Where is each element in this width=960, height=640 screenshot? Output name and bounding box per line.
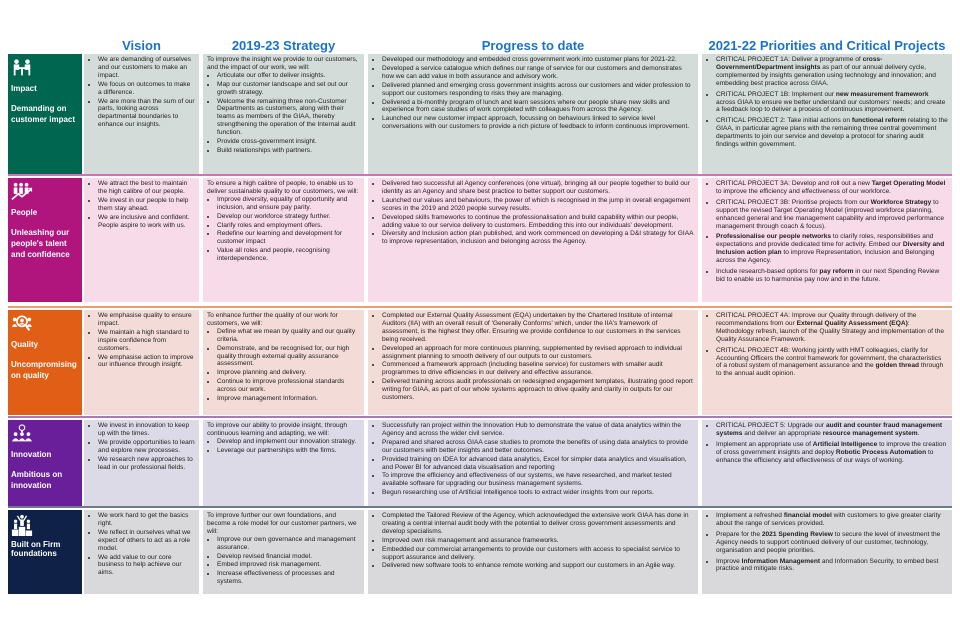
strategy-item: • Build relationships with partners. xyxy=(217,147,360,155)
progress-item: • Successfully ran project within the Innovation Hub to demonstrate the value of data analytics within the Agency and across the wider civil service. xyxy=(382,422,694,438)
priority-text: to secure the level of investment the Agency needs to support continued delivery of our customer, technology, organisation and people priorities. xyxy=(716,530,941,554)
priority-text: and deliver an appropriate xyxy=(742,429,823,437)
theme-name: Quality xyxy=(11,340,39,349)
priorities-cell xyxy=(702,310,952,415)
priority-text: Implement an appropriate use of xyxy=(716,440,813,448)
priority-item xyxy=(716,180,948,196)
strategy-item: • Improve diversity, equality of opportunity and inclusion, and ensure pay parity. xyxy=(217,196,360,212)
strategy-item: • Improve planning and delivery. xyxy=(217,369,360,377)
priority-text: and Information Security, to embed best practice and mitigate risks. xyxy=(716,557,939,573)
priority-item xyxy=(716,117,948,149)
vision-cell xyxy=(84,178,199,302)
priority-text: : Methodology refresh, launch of the Quality Strategy and implementation of the Quality Assurance Framework. xyxy=(716,319,944,343)
strategy-intro: To enhance further the quality of our work for customers, we will: xyxy=(207,312,338,327)
priority-text: across GIAA to ensure we better understand our customers' needs; and create a feedback loop to deliver a process of continuous improvement. xyxy=(716,98,946,114)
priority-highlight: Target Operating Model xyxy=(871,180,946,187)
row-divider xyxy=(8,416,952,418)
vision-item: • We are demanding of ourselves and our customers to make an impact. xyxy=(98,56,195,80)
priority-item xyxy=(716,441,948,465)
progress-item: • Provided training on IDEA for advanced data analytics, Excel for simpler data analytics and visualisation, and Power BI for advanced data visualisation and reporting xyxy=(382,456,694,472)
priority-highlight: 2021 Spending Review xyxy=(761,530,833,538)
priority-text: to support the revised Target Operating Model (improved workforce planning, enhanced general and line management capability and improved performance management through coach & focus). xyxy=(716,198,944,230)
priority-highlight: pay reform xyxy=(819,268,854,276)
strategy-cell xyxy=(203,510,364,594)
priority-text: in our next Spending Review bid to enable us to harmonise pay now and in the future. xyxy=(716,268,940,283)
header-vision: Vision xyxy=(122,38,161,53)
progress-item: • Improved own risk management and assurance frameworks. xyxy=(382,537,694,545)
strategy-intro: To improve further our own foundations, and become a role model for our customer partners, we will: xyxy=(207,512,357,535)
strategy-cell xyxy=(203,54,364,174)
vision-item: • We emphasise action to improve our influence through insight. xyxy=(98,354,195,370)
theme-name: Built on Firm foundations xyxy=(11,540,61,558)
row-innovation xyxy=(8,420,952,506)
priority-highlight: External Quality Assessment (EQA) xyxy=(796,319,908,327)
priority-item xyxy=(716,268,948,284)
theme-name: Innovation xyxy=(11,450,52,459)
progress-item: • Developed a service catalogue which defines our range of service for our customers and demonstrates how we can add value in both assurance and advisory work. xyxy=(382,65,694,81)
priority-item xyxy=(716,512,948,528)
theme-tagline: Uncompromising on quality xyxy=(11,360,77,380)
priority-text: CRITICAL PROJECT 1A: Deliver a programme of xyxy=(716,56,863,63)
priority-text: to clarify roles, responsibilities and expectations and provide dedicated time for activity. Embed our xyxy=(716,233,934,249)
row-built-on-firm-foundations xyxy=(8,510,952,594)
progress-item: • Delivered a bi-monthly program of lunch and learn sessions where our people share new skills and experience from case studies of work completed with colleagues from across the Agency. xyxy=(382,99,694,115)
theme-label xyxy=(8,178,82,302)
vision-cell xyxy=(84,54,199,174)
vision-cell xyxy=(84,510,199,594)
row-divider xyxy=(8,306,952,308)
strategy-item: • Redefine our learning and development for customer impact xyxy=(217,230,360,246)
priority-item xyxy=(716,91,948,115)
priority-highlight: Professionalise our people networks xyxy=(716,233,832,241)
priority-text: CRITICAL PROJECT 4B: Working jointly with HMT colleagues, clarify for Accounting Officers the control framework for government, the characteristics of a robust system of management assurance and the xyxy=(716,346,942,370)
strategy-cell xyxy=(203,310,364,415)
progress-item: • Developed skills frameworks to continue the professionalisation and build capability within our people, adding value to our service delivery to customers. Embedding this into our individuals' development. xyxy=(382,214,694,230)
priorities-cell xyxy=(702,54,952,174)
strategy-item: • Continue to improve professional standards across our work. xyxy=(217,378,360,394)
meeting-table-icon xyxy=(11,58,33,78)
theme-label xyxy=(8,510,82,594)
priority-item xyxy=(716,422,948,438)
priority-text: through to the annual audit opinion. xyxy=(716,362,944,378)
vision-item: • We reflect in ourselves what we expect of others to act as a role model. xyxy=(98,529,195,553)
vision-item: • We work hard to get the basics right. xyxy=(98,512,195,528)
priority-text: CRITICAL PROJECT 5: Upgrade our xyxy=(716,422,826,429)
progress-item: • Prepared and shared across GIAA case studies to promote the benefits of using data analytics to provide our customers with better insights and better outcomes. xyxy=(382,439,694,455)
priority-text: to enhance the efficiency and effectiveness of our ways of working. xyxy=(716,448,934,464)
vision-item: • We maintain a high standard to inspire confidence from customers. xyxy=(98,329,195,353)
vision-item: • We add value to our core business to help achieve our aims. xyxy=(98,554,195,578)
priority-text: . xyxy=(917,429,920,437)
strategy-item: • Articulate our offer to deliver insights. xyxy=(217,72,360,80)
strategy-item: • Embed improved risk management. xyxy=(217,561,360,569)
progress-item: • Diversity and Inclusion action plan published, and work commenced on developing a D&I strategy for GIAA to improve representation, inclusion and belonging across the Agency. xyxy=(382,230,694,246)
strategy-item: • Clarify roles and employment offers. xyxy=(217,222,360,230)
priority-item xyxy=(716,56,948,88)
team-idea-icon xyxy=(11,424,33,444)
priority-item xyxy=(716,233,948,265)
priority-text: with customers to give greater clarity about the range of services provided. xyxy=(716,512,941,527)
strategy-item: • Leverage our partnerships with the firms. xyxy=(217,447,360,455)
priority-highlight: functional reform xyxy=(851,117,907,125)
priority-text: Include research-based options for xyxy=(716,268,820,276)
strategy-cell xyxy=(203,178,364,302)
priority-highlight: cross-Government/Department insights xyxy=(716,56,883,71)
progress-item: • Launched our new customer impact approach, focussing on behaviours linked to service level conversations with our customers to provide a rich picture of feedback to inform continuous improvement. xyxy=(382,115,694,131)
row-impact xyxy=(8,54,952,174)
priority-text: Prepare for the xyxy=(716,530,762,538)
priority-item xyxy=(716,199,948,231)
priority-text: Implement a refreshed xyxy=(716,512,784,519)
quality-search-icon xyxy=(11,314,33,334)
priority-text: CRITICAL PROJECT 3B: Prioritise projects from our xyxy=(716,198,871,206)
priority-text: CRITICAL PROJECT 1B: Implement our xyxy=(716,90,836,98)
priority-text: to improve the creation of cross government insights and deploy xyxy=(716,440,947,456)
progress-cell xyxy=(368,54,698,174)
progress-cell xyxy=(368,178,698,302)
vision-item: • We are inclusive and confident. People aspire to work with us. xyxy=(98,214,195,230)
vision-item: • We focus on outcomes to make a difference. xyxy=(98,81,195,97)
priorities-cell xyxy=(702,420,952,506)
priority-highlight: Diversity and Inclusion action plan xyxy=(716,241,945,257)
vision-item: • We invest in our people to help them stay ahead. xyxy=(98,197,195,213)
progress-item: • Delivered two successful all Agency conferences (one virtual), bringing all our people together to build our identity as an Agency and share best practice to better support our customers. xyxy=(382,180,694,196)
priority-text: CRITICAL PROJECT 4A: Improve our Quality through delivery of the recommendations from our xyxy=(716,312,917,327)
theme-tagline: Unleashing our people's talent and confidence xyxy=(11,228,70,259)
priority-highlight: financial model xyxy=(783,512,832,519)
strategy-item: • Develop revised financial model. xyxy=(217,553,360,561)
progress-item: • To improve the efficiency and effectiveness of our systems, we have researched, and market tested available software for upgrading our business management systems. xyxy=(382,472,694,488)
strategy-intro: To improve the insight we provide to our customers, and the impact of our work, we will: xyxy=(207,56,358,71)
row-divider xyxy=(8,174,952,176)
progress-item: • Delivered training across audit professionals on redesigned engagement templates, illustrating good report writing for GIAA, as part of our whole systems approach to drive quality and clarity in outputs for our customers. xyxy=(382,378,694,402)
podium-winners-icon xyxy=(11,514,33,534)
progress-item: • Begun researching use of Artificial Intelligence tools to extract wider insights from our reports. xyxy=(382,489,694,497)
header-progress: Progress to date xyxy=(481,38,585,53)
vision-item: • We emphasise quality to ensure impact. xyxy=(98,312,195,328)
strategy-item: • Value all roles and people, recognising interdependence. xyxy=(217,247,360,263)
vision-item: • We attract the best to maintain the high calibre of our people. xyxy=(98,180,195,196)
progress-item: • Launched our values and behaviours, the power of which is recognised in the jump in overall engagement scores in the 2019 and 2020 people survey results. xyxy=(382,197,694,213)
theme-tagline: Ambitious on innovation xyxy=(11,470,63,490)
theme-name: Impact xyxy=(11,84,37,93)
strategy-intro: To improve our ability to provide insight, through continuous learning and adapting, we will: xyxy=(207,422,348,437)
people-growth-icon xyxy=(11,182,33,202)
priority-item xyxy=(716,558,948,574)
priority-highlight: audit and counter fraud management systems xyxy=(716,422,943,437)
progress-item: • Developed an approach for more continuous planning, supplemented by revised approach to individual assignment planning to smooth delivery of our outputs to our customers. xyxy=(382,345,694,361)
strategy-item: • Define what we mean by quality and our quality criteria. xyxy=(217,328,360,344)
priority-item xyxy=(716,531,948,555)
priorities-cell xyxy=(702,178,952,302)
progress-cell xyxy=(368,310,698,415)
progress-item: • Embedded our commercial arrangements to provide our customers with access to specialist service to support assurance and delivery. xyxy=(382,546,694,562)
theme-label xyxy=(8,54,82,174)
priority-text: as part of our annual delivery cycle, complemented by insights generation using technology and innovation; and embedding best practice across GIAA. xyxy=(716,63,936,87)
priority-highlight: Workforce Strategy xyxy=(870,198,932,206)
vision-item: • We are more than the sum of our parts, looking across departmental boundaries to enhance our insights. xyxy=(98,98,195,130)
row-quality xyxy=(8,310,952,415)
strategy-item: • Welcome the remaining three non-Customer Departments as customers, along with their teams as members of the GIAA, thereby strengthening the operation of the Internal audit function. xyxy=(217,98,360,138)
header-priorities: 2021-22 Priorities and Critical Projects xyxy=(708,38,946,53)
progress-item: • Delivered new software tools to enhance remote working and support our customers in an Agile way. xyxy=(382,562,694,570)
progress-item: • Completed the Tailored Review of the Agency, which acknowledged the extensive work GIAA has done in creating a central internal audit body with the potential to deliver cross government assessments and develop specialisms. xyxy=(382,512,694,536)
strategy-item: • Develop our workforce strategy further. xyxy=(217,213,360,221)
row-people xyxy=(8,178,952,302)
priority-text: relating to the GIAA, in particular agree plans with the remaining three central government departments to join our service and develop a protocol for sharing audit findings within government. xyxy=(716,117,948,149)
strategy-item: • Demonstrate, and be recognised for, our high quality through external quality assurance assessment. xyxy=(217,345,360,369)
strategy-cell xyxy=(203,420,364,506)
priority-highlight: Information Management xyxy=(741,557,821,565)
progress-item: • Delivered planned and emerging cross government insights across our customers and wider profession to support our customers responding to risks they are managing. xyxy=(382,82,694,98)
strategy-item: • Develop and implement our innovation strategy. xyxy=(217,438,360,446)
vision-item: • We research new approaches to lead in our professional fields. xyxy=(98,456,195,472)
progress-cell xyxy=(368,420,698,506)
priority-text: Improve xyxy=(716,557,742,565)
theme-name: People xyxy=(11,208,38,217)
progress-cell xyxy=(368,510,698,594)
priority-highlight: new measurement framework xyxy=(835,90,929,98)
priority-item xyxy=(716,347,948,379)
strategy-item: • Increase effectiveness of processes and systems. xyxy=(217,570,360,586)
priority-item xyxy=(716,312,948,344)
vision-item: • We provide opportunities to learn and explore new processes. xyxy=(98,439,195,455)
priority-highlight: golden thread xyxy=(875,362,920,370)
priority-highlight: Robotic Process Automation xyxy=(835,448,927,456)
strategy-item: • Provide cross-government insight. xyxy=(217,138,360,146)
priority-text: CRITICAL PROJECT 3A: Develop and roll out a new xyxy=(716,180,872,187)
priority-highlight: Artificial Intelligence xyxy=(812,440,878,448)
strategy-item: • Map our customer landscape and set out our growth strategy. xyxy=(217,81,360,97)
row-divider xyxy=(8,506,952,508)
priorities-cell xyxy=(702,510,952,594)
vision-cell xyxy=(84,310,199,415)
strategy-intro: To ensure a high calibre of people, to enable us to deliver sustainable quality to our customers, we will: xyxy=(207,180,359,195)
priority-text: CRITICAL PROJECT 2: Take initial actions on xyxy=(716,117,852,125)
priority-text: to improve Representation, Inclusion and Belonging across the Agency. xyxy=(716,249,935,265)
strategy-item: • Improve management Information. xyxy=(217,395,360,403)
theme-tagline: Demanding on customer impact xyxy=(11,104,76,124)
theme-label xyxy=(8,310,82,415)
progress-item: • Commenced a framework approach (including baseline service) for customers with smaller audit programmes to drive efficiencies in our delivery and effective assurance. xyxy=(382,361,694,377)
vision-cell xyxy=(84,420,199,506)
header-strategy: 2019-23 Strategy xyxy=(231,38,336,53)
theme-label xyxy=(8,420,82,506)
priority-text: to improve the efficiency and effectiveness of our workforce. xyxy=(716,187,891,195)
vision-item: • We invest in innovation to keep up with the times. xyxy=(98,422,195,438)
progress-item: • Developed our methodology and embedded cross government work into customer plans for 2021-22. xyxy=(382,56,694,64)
strategy-item: • Improve our own governance and management assurance. xyxy=(217,536,360,552)
priority-highlight: resource management system xyxy=(822,429,918,437)
progress-item: • Completed our External Quality Assessment (EQA) undertaken by the Chartered Institute of internal Auditors (IIA) with an overall result of 'Generally Conforms' which, under the IIA's framework of assessment, is the highest they offer. Ensuring we provide confidence to our customers in the services being received. xyxy=(382,312,694,344)
